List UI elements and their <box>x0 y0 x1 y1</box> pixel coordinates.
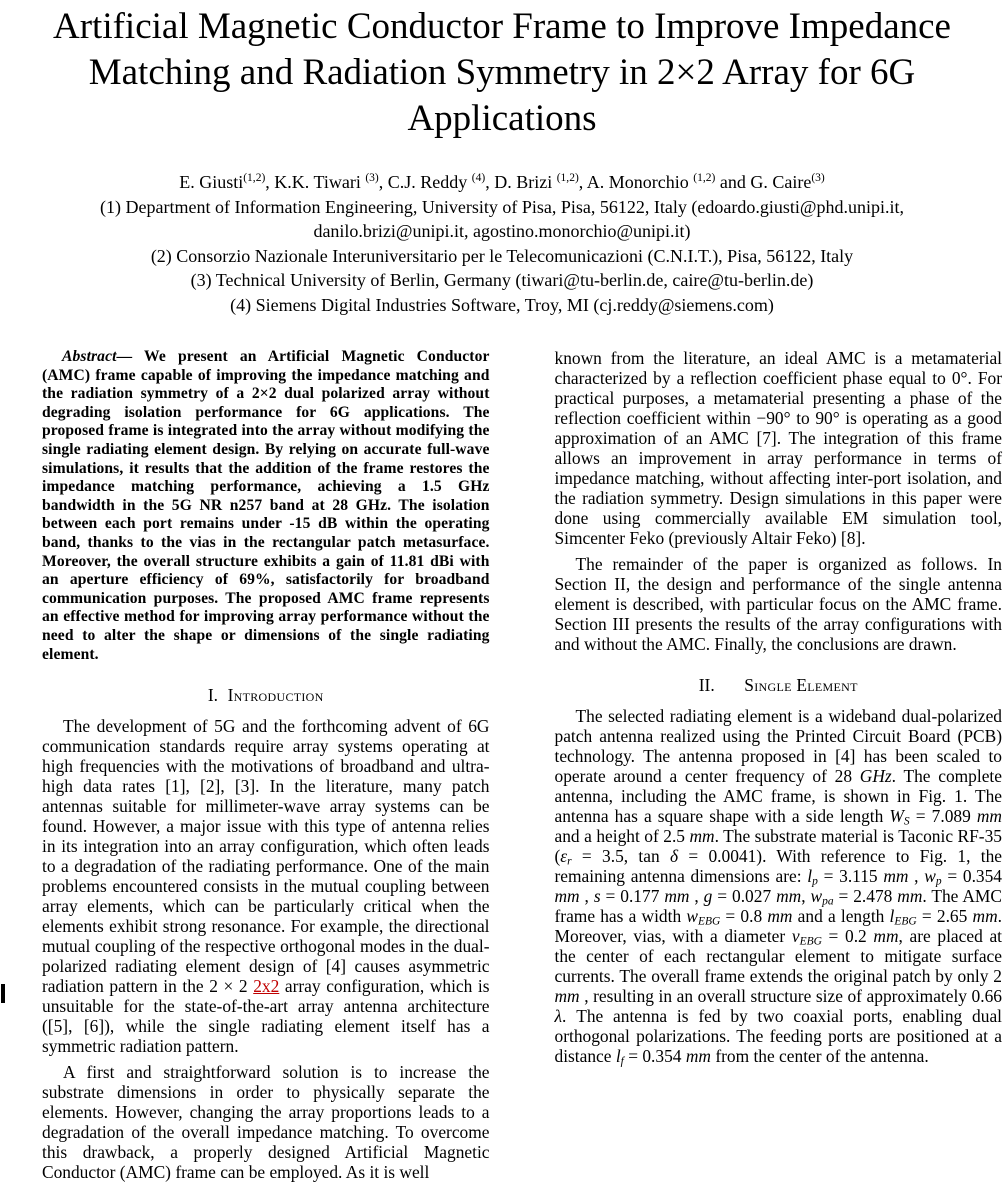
paper-outline-paragraph: The remainder of the paper is organized as follows. In Section II, the design and performance of the single antenna element is described, with particular focus on the AMC frame. Section III presents the results of the array configurations with and without the AMC. Finally, the conclusions are drawn. <box>554 554 1002 654</box>
right-column <box>555 348 1003 1188</box>
section-heading-single-element <box>555 675 1003 696</box>
abstract-paragraph: Abstract— We present an Artificial Magnetic Conductor (AMC) frame capable of improving the impedance matching and the radiation symmetry of a 2×2 dual polarized array without degrading isolation performance for 6G applications. The proposed frame is integrated into the array without modifying the single radiating element design. By relying on accurate full-wave simulations, it results that the addition of the frame restores the impedance matching performance, achieving a 1.5 GHz bandwidth in the 5G NR n257 band at 28 GHz. The isolation between each port remains under -15 dB within the operating band, thanks to the vias in the rectangular patch metasurface. Moreover, the overall structure exhibits a gain of 11.81 dBi with an aperture efficiency of 69%, satisfactorily for broadband communication purposes. The proposed AMC frame represents an effective method for improving array performance without the need to alter the shape or dimensions of the single radiating element. <box>42 348 490 663</box>
author-line: E. Giusti$^{(1,2)}$, K.K. Tiwari $^{(3)}$, C.J. Reddy $^{(4)}$, D. Brizi $^{(1,2)}$, A. Monorchio $^{(1,2)}$ and G. Caire$^{(3)}$ <box>179 172 825 192</box>
paper-title: Artificial Magnetic Conductor Frame to Improve Impedance Matching and Radiation Symmetry in 2×2 Array for 6G Applications <box>53 6 951 139</box>
affiliation-line-2: (2) Consorzio Nazionale Interuniversitario per le Telecomunicazioni (C.N.I.T.), Pisa, 56122, Italy <box>150 245 854 266</box>
intro-paragraph-2: A first and straightforward solution is to increase the substrate dimensions in order to physically separate the elements. However, changing the array proportions leads to a degradation of the overall impedance matching. To overcome this drawback, a properly designed Artificial Magnetic Conductor (AMC) frame can be employed. As it is well <box>42 1062 490 1183</box>
revision-change-bar <box>1 984 5 1003</box>
section-number: I. <box>207 685 218 706</box>
affiliation-line-4: (4) Siemens Digital Industries Software, Troy, MI (cj.reddy@siemens.com) <box>230 294 774 315</box>
affiliation-line-1: (1) Department of Information Engineering, University of Pisa, Pisa, 56122, Italy (edoardo.giusti@phd.unipi.it, danilo.brizi@unipi.it, agostino.monorchio@unipi.it) <box>100 196 904 241</box>
single-element-paragraph: The selected radiating element is a wideband dual-polarized patch antenna realized using the Printed Circuit Board (PCB) technology. The antenna proposed in [4] has been scaled to operate around a center frequency of 28 GHz. The complete antenna, including the AMC frame, is shown in Fig. 1. The antenna has a square shape with a side length WS = 7.089 mm and a height of 2.5 mm. The substrate material is Taconic RF-35 (εr = 3.5, tan δ = 0.0041). With reference to Fig. 1, the remaining antenna dimensions are: lp = 3.115 mm , wp = 0.354 mm , s = 0.177 mm , g = 0.027 mm, wpa = 2.478 mm. The AMC frame has a width wEBG = 0.8 mm and a length lEBG = 2.65 mm. Moreover, vias, with a diameter vEBG = 0.2 mm, are placed at the center of each rectangular element to mitigate surface currents. The overall frame extends the original patch by only 2 mm , resulting in an overall structure size of approximately 0.66 λ. The antenna is fed by two coaxial ports, enabling dual orthogonal polarizations. The feeding ports are positioned at a distance lf = 0.354 mm from the center of the antenna. <box>554 706 1003 1068</box>
section-number: II. <box>698 675 715 695</box>
section-title: Introduction <box>227 685 324 706</box>
section-title: Single Element <box>744 675 858 695</box>
left-column <box>42 348 490 1188</box>
affiliation-line-3: (3) Technical University of Berlin, Germany (tiwari@tu-berlin.de, caire@tu-berlin.de) <box>190 270 814 290</box>
intro-paragraph-1: The development of 5G and the forthcoming advent of 6G communication standards require array systems operating at high frequencies with the motivations of broadband and ultra-high data rates [1], [2], [3]. In the literature, many patch antennas suitable for millimeter-wave array systems can be found. However, a major issue with this type of antenna relies in its integration into an array configuration, which often leads to a degradation of the radiating performance. One of the main problems encountered consists in the mutual coupling between array elements, which can be particularly critical when the elements exhibit strong resonance. For example, the directional mutual coupling of the respective orthogonal modes in the dual-polarized radiating element design of [4] causes asymmetric radiation pattern in the 2 × 2 2x2 array configuration, which is unsuitable for the state-of-the-art array antenna architecture ([5], [6]), while the single radiating element itself has a symmetric radiation pattern. <box>42 716 490 1057</box>
intro-paragraph-2-continued: known from the literature, an ideal AMC is a metamaterial characterized by a reflection coefficient phase equal to 0°. For practical purposes, a metamaterial presenting a phase of the reflection coefficient within −90° to 90° is operating as a good approximation of an AMC [7]. The integration of this frame allows an improvement in array performance in terms of impedance matching, without affecting inter-port isolation, and the radiation symmetry. Design simulations in this paper were done using commercially available EM simulation tool, Simcenter Feko (previously Altair Feko) [8]. <box>554 348 1002 548</box>
affiliations-block <box>26 195 978 318</box>
two-column-body <box>0 348 1004 1188</box>
section-heading-introduction <box>42 685 490 706</box>
